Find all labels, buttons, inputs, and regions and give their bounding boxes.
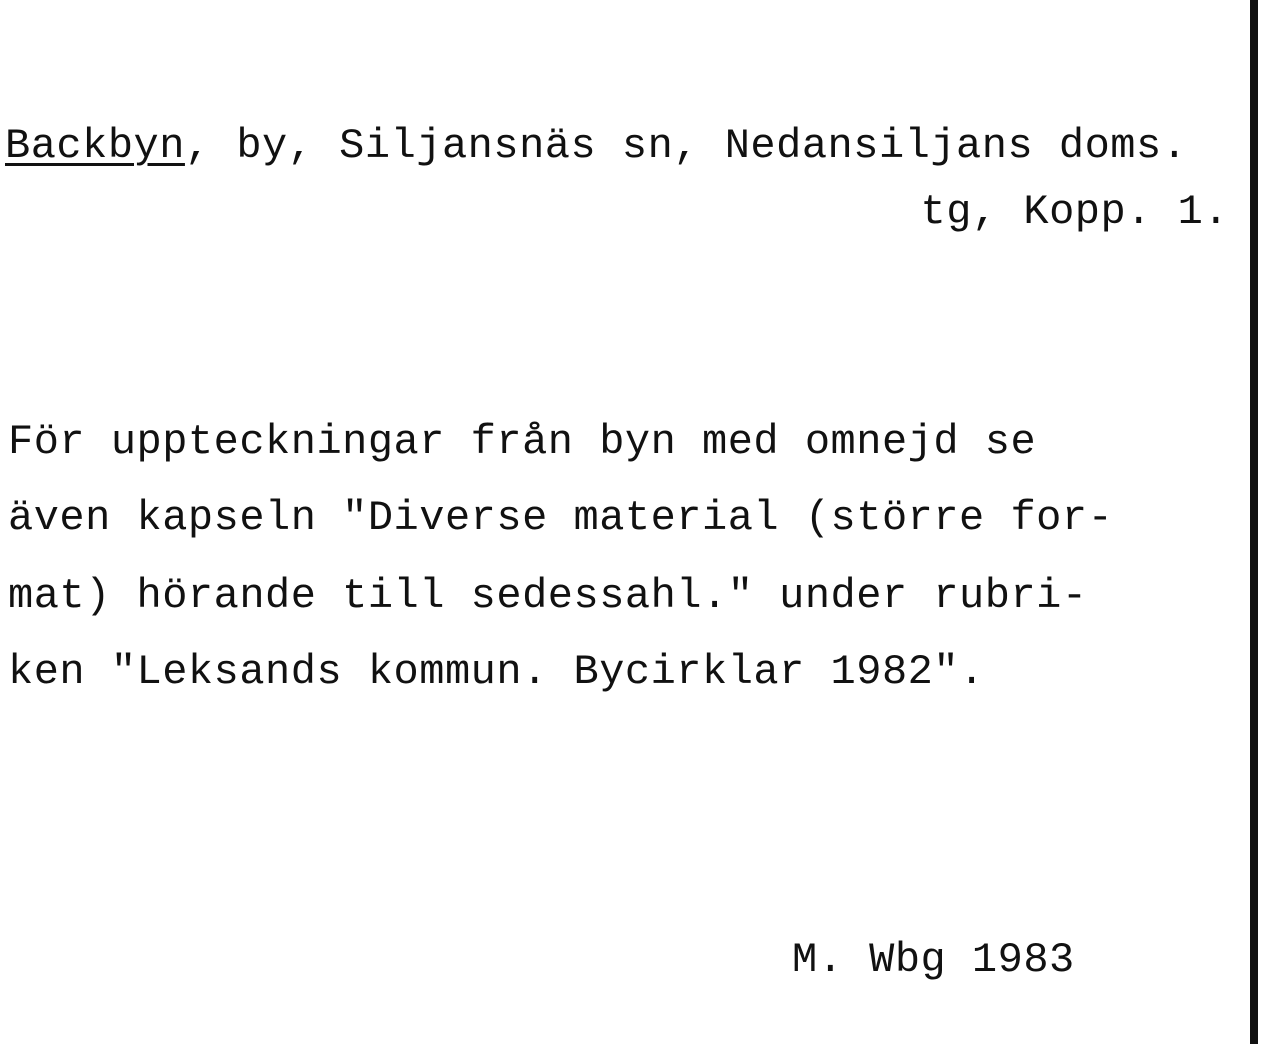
- heading-line-1: [5, 122, 1187, 170]
- card-edge-line: [1250, 0, 1258, 1044]
- heading-line-2: tg, Kopp. 1.: [920, 188, 1229, 236]
- body-line-2: även kapseln "Diverse material (större for-: [8, 494, 1114, 542]
- body-line-4: ken "Leksands kommun. Bycirklar 1982".: [8, 648, 985, 696]
- body-line-3: mat) hörande till sedessahl." under rubri-: [8, 572, 1088, 620]
- body-line-1: För uppteckningar från byn med omnejd se: [8, 418, 1037, 466]
- place-name: Backbyn: [5, 122, 185, 170]
- heading-line-1-rest: , by, Siljansnäs sn, Nedansiljans doms.: [184, 122, 1188, 170]
- signature: M. Wbg 1983: [792, 936, 1075, 984]
